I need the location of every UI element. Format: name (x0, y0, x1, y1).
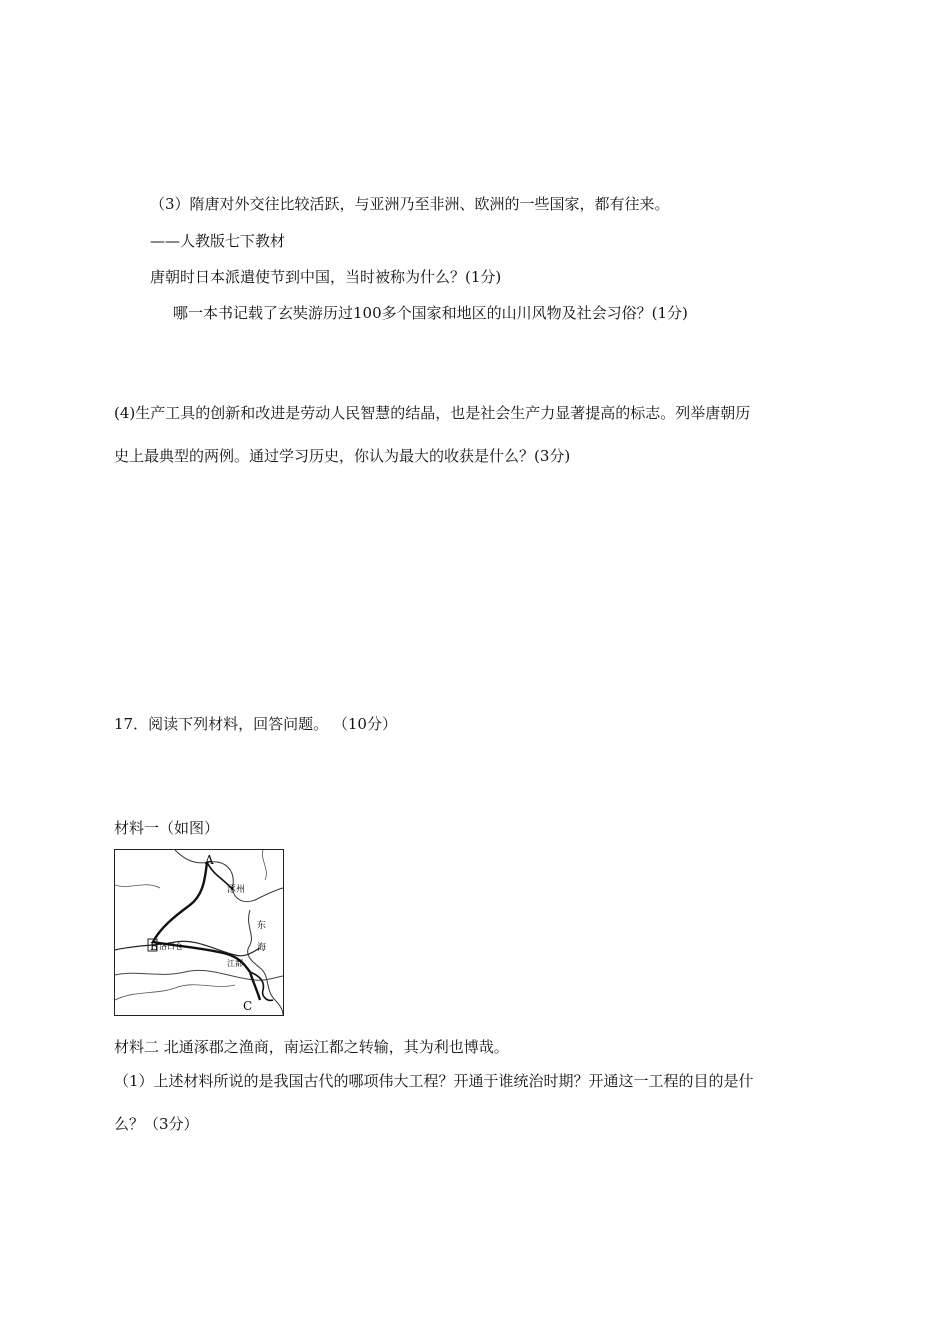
map-label-c: C (243, 999, 253, 1013)
map-border-line (115, 985, 235, 1000)
map-label-donghai-2: 海 (257, 943, 267, 953)
map-label-zhuozhou: 涿州 (227, 885, 246, 895)
grand-canal-map-drawing (115, 850, 283, 1015)
question-3-source: ——人教版七下教材 (150, 232, 286, 250)
question-3-part-a: 唐朝时日本派遣使节到中国，当时被称为什么？(1分) (150, 268, 502, 286)
map-label-b: B (150, 940, 159, 953)
question-4-line-2: 史上最典型的两例。通过学习历史，你认为最大的收获是什么？(3分) (114, 447, 571, 465)
map-label-donghai-1: 东 (257, 921, 267, 931)
question-17-sub-1-line-2: 么？（3分） (114, 1115, 199, 1133)
material-1-label: 材料一（如图） (114, 819, 220, 837)
map-border-line (262, 850, 266, 880)
yellow-river (115, 941, 260, 956)
material-2-text: 材料二 北通涿郡之渔商，南运江都之转输，其为利也博哉。 (114, 1038, 509, 1056)
map-label-a: A (205, 853, 214, 867)
question-3-part-b: 哪一本书记载了玄奘游历过100多个国家和地区的山川风物及社会习俗？(1分) (173, 304, 688, 322)
question-3-intro: （3）隋唐对外交往比较活跃，与亚洲乃至非洲、欧洲的一些国家，都有往来。 (150, 195, 670, 213)
canal-branch (250, 972, 273, 1000)
grand-canal-route (153, 862, 260, 1000)
question-17-sub-1-line-1: （1）上述材料所说的是我国古代的哪项伟大工程？开通于谁统治时期？开通这一工程的目的是什 (114, 1072, 754, 1090)
map-border-line (115, 885, 160, 888)
map-label-jiangdu: 江都 (227, 959, 243, 968)
question-4-line-1: (4)生产工具的创新和改进是劳动人民智慧的结晶，也是社会生产力显著提高的标志。列举唐朝历 (114, 404, 751, 422)
question-17-title: 17．阅读下列材料，回答问题。 （10分） (114, 715, 397, 733)
grand-canal-map (114, 849, 284, 1016)
map-label-luoyang: 洛口仓 (159, 942, 183, 951)
